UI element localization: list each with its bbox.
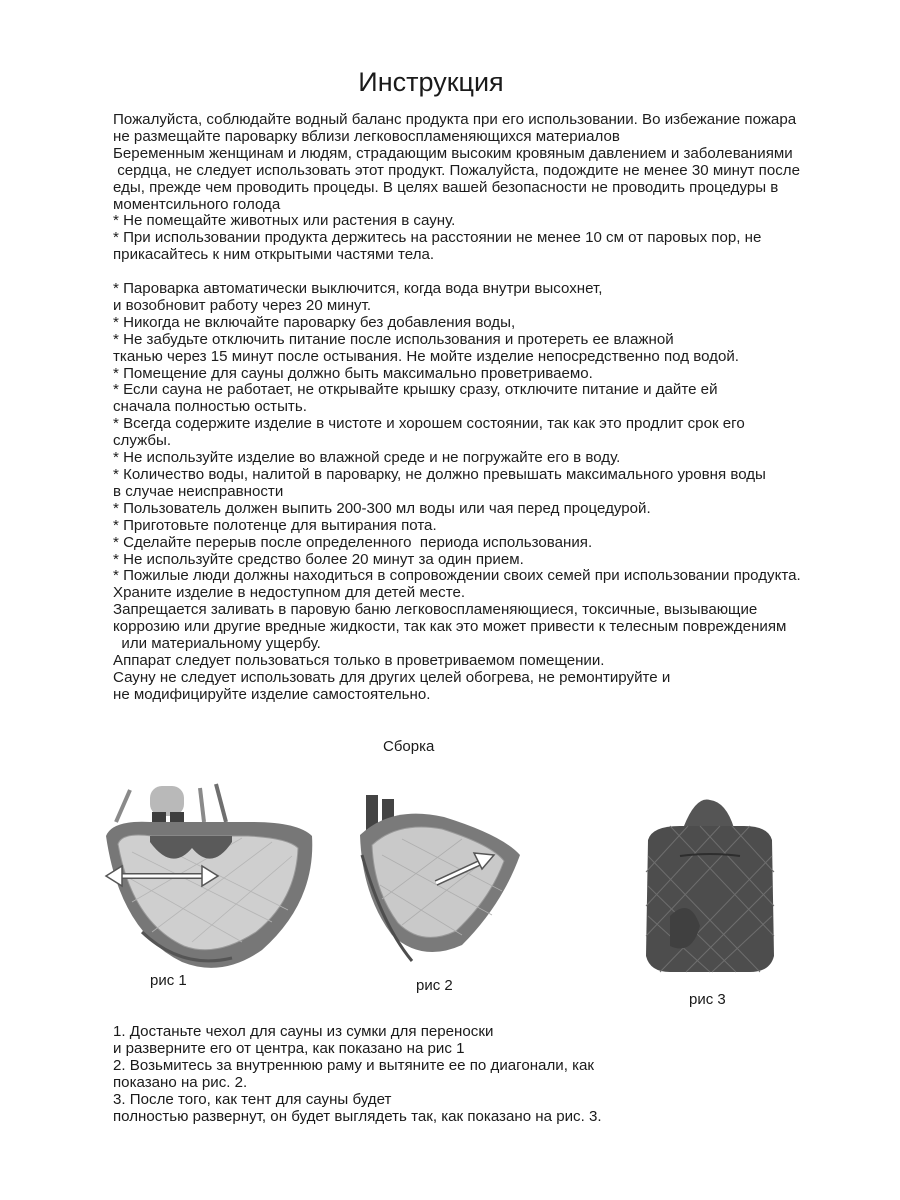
- text-line: в случае неисправности: [113, 482, 284, 500]
- page-title: Инструкция: [358, 67, 504, 97]
- figure-3-assembled-sauna: [640, 796, 780, 976]
- text-line: Храните изделие в недоступном для детей месте.: [113, 584, 466, 602]
- text-line: и возобновит работу через 20 минут.: [113, 296, 372, 314]
- paragraph-gap: [113, 264, 873, 281]
- text-line: * Сделайте перерыв после определенного периода использования.: [113, 533, 593, 551]
- text-line: Пожалуйста, соблюдайте водный баланс продукта при его использовании. Во избежание пожара: [113, 111, 797, 128]
- text-line: Запрещается заливать в паровую баню легковоспламеняющиеся, токсичные, вызывающие: [113, 601, 758, 619]
- step-line: 3. После того, как тент для сауны будет: [113, 1090, 392, 1108]
- assembly-heading: Сборка: [383, 738, 435, 755]
- text-line: Сауну не следует использовать для других целей обогрева, не ремонтируйте и: [113, 668, 671, 686]
- step-line: и разверните его от центра, как показано на рис 1: [113, 1039, 465, 1057]
- text-line: еды, прежде чем проводить процеды. В целях вашей безопасности не проводить процедуры в: [113, 178, 779, 196]
- text-line: * Пожилые люди должны находиться в сопровождении своих семей при использовании продукта.: [113, 567, 801, 585]
- assembly-steps: [113, 1024, 753, 1125]
- text-line: прикасайтесь к ним открытыми частями тела.: [113, 246, 435, 264]
- text-line: * Не помещайте животных или растения в сауну.: [113, 212, 456, 230]
- figure-2-caption: рис 2: [416, 977, 453, 994]
- text-line: * Пароварка автоматически выключится, когда вода внутри высохнет,: [113, 280, 603, 298]
- text-line: не модифицируйте изделие самостоятельно.: [113, 685, 431, 703]
- text-line: * Всегда содержите изделие в чистоте и хорошем состоянии, так как это продлит срок его: [113, 415, 745, 433]
- step-line: полностью развернут, он будет выглядеть так, как показано на рис. 3.: [113, 1107, 602, 1125]
- text-line: сначала полностью остыть.: [113, 398, 307, 416]
- figure-1-caption: рис 1: [150, 972, 187, 989]
- figure-2-frame-pulling: [352, 795, 532, 970]
- figure-3-caption: рис 3: [689, 991, 726, 1008]
- figure-1-sauna-unfolding: [92, 782, 340, 980]
- text-line: * Приготовьте полотенце для вытирания пота.: [113, 516, 437, 534]
- text-line: * Не забудьте отключить питание после использования и протереть ее влажной: [113, 330, 674, 348]
- text-line: службы.: [113, 432, 172, 450]
- text-line: моментсильного голода: [113, 195, 281, 213]
- text-line: Аппарат следует пользоваться только в проветриваемом помещении.: [113, 651, 605, 669]
- step-line: 2. Возьмитесь за внутреннюю раму и вытяните ее по диагонали, как: [113, 1056, 595, 1074]
- text-line: * Не используйте изделие во влажной среде и не погружайте его в воду.: [113, 449, 621, 467]
- text-line: * Не используйте средство более 20 минут за один прием.: [113, 550, 524, 568]
- instructions-text: [113, 112, 873, 704]
- text-line: * Помещение для сауны должно быть максимально проветриваемо.: [113, 364, 593, 382]
- text-line: * Никогда не включайте пароварку без добавления воды,: [113, 313, 516, 331]
- step-line: 1. Достаньте чехол для сауны из сумки для переноски: [113, 1023, 494, 1040]
- text-line: сердца, не следует использовать этот продукт. Пожалуйста, подождите не менее 30 минут после: [113, 161, 800, 179]
- text-line: не размещайте пароварку вблизи легковоспламеняющихся материалов: [113, 127, 620, 145]
- text-line: тканью через 15 минут после остывания. Не мойте изделие непосредственно под водой.: [113, 347, 739, 365]
- text-line: * При использовании продукта держитесь на расстоянии не менее 10 см от паровых пор, не: [113, 229, 762, 247]
- text-line: коррозию или другие вредные жидкости, так как это может привести к телесным повреждениям: [113, 618, 787, 636]
- text-line: Беременным женщинам и людям, страдающим высоким кровяным давлением и заболеваниями: [113, 144, 793, 162]
- text-line: * Если сауна не работает, не открывайте крышку сразу, отключите питание и дайте ей: [113, 381, 718, 399]
- text-line: или материальному ущербу.: [113, 635, 321, 653]
- step-line: показано на рис. 2.: [113, 1073, 248, 1091]
- text-line: * Пользователь должен выпить 200-300 мл воды или чая перед процедурой.: [113, 499, 651, 517]
- text-line: * Количество воды, налитой в пароварку, не должно превышать максимального уровня воды: [113, 466, 766, 484]
